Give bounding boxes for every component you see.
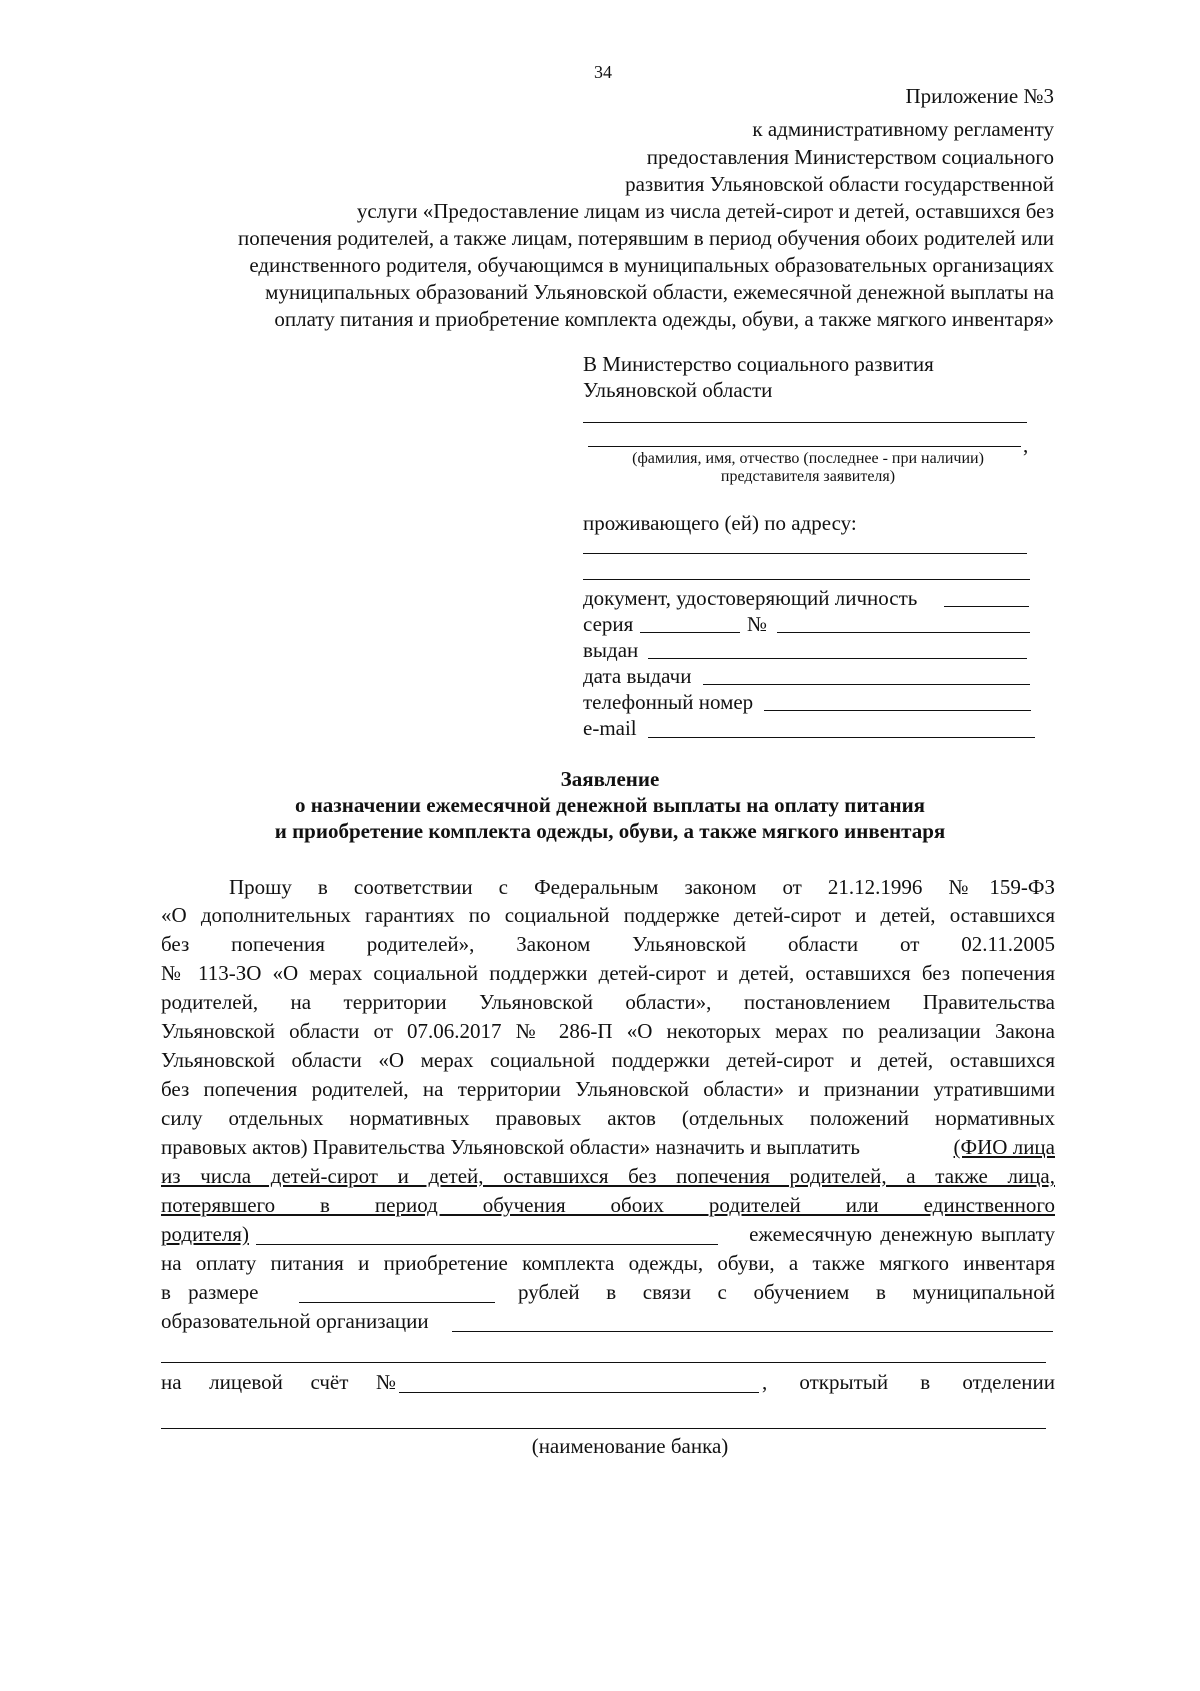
body-line: силу отдельных нормативных правовых актов (отдельных положений нормативных xyxy=(161,1106,1055,1130)
appendix-line: развития Ульяновской области государственной xyxy=(625,172,1054,196)
body-line: Прошу в соответствии с Федеральным законом от 21.12.1996 №159-ФЗ xyxy=(229,875,1055,899)
body-line: Ульяновской области «О мерах социальной поддержки детей-сирот и детей, оставшихся xyxy=(161,1048,1055,1072)
appendix-line: оплату питания и приобретение комплекта одежды, обуви, а также мягкого инвентаря» xyxy=(274,307,1054,331)
body-line-underlined: из числа детей-сирот и детей, оставшихся без попечения родителей, а также лица, xyxy=(161,1164,1055,1188)
appendix-line: попечения родителей, а также лицам, потерявшим в период обучения обоих родителей или xyxy=(238,226,1054,250)
statement-title: Заявление xyxy=(560,767,660,791)
page-number: 34 xyxy=(594,62,612,82)
number-blank xyxy=(777,632,1030,633)
series-label: серия xyxy=(583,612,634,636)
org-blank-2 xyxy=(161,1362,1046,1363)
body-line: № 113-ЗО «О мерах социальной поддержки детей-сирот и детей, оставшихся без попечения xyxy=(161,961,1055,985)
bank-caption: (наименование банка) xyxy=(531,1434,729,1458)
body-line: «О дополнительных гарантиях по социальной поддержке детей-сирот и детей, оставшихся xyxy=(161,903,1055,927)
fio-blank-1 xyxy=(583,422,1027,423)
appendix-line: муниципальных образований Ульяновской области, ежемесячной денежной выплаты на xyxy=(265,280,1054,304)
number-label: № xyxy=(747,612,768,636)
fio-caption-2: представителя заявителя) xyxy=(720,468,896,485)
appendix-line: услуги «Предоставление лицам из числа детей-сирот и детей, оставшихся без xyxy=(356,199,1054,223)
body-line: на оплату питания и приобретение комплекта одежды, обуви, а также мягкого инвентаря xyxy=(161,1251,1055,1275)
fio-blank-2 xyxy=(588,446,1021,447)
statement-subtitle-2: и приобретение комплекта одежды, обуви, а также мягкого инвентаря xyxy=(274,819,946,843)
appendix-line: предоставления Министерством социального xyxy=(646,145,1054,169)
fio-comma: , xyxy=(1023,433,1029,457)
address-blank-1 xyxy=(583,553,1027,554)
address-blank-2 xyxy=(583,579,1030,580)
amount-blank xyxy=(299,1302,495,1303)
issue-date-blank xyxy=(703,684,1030,685)
bank-blank xyxy=(161,1428,1046,1429)
id-doc-label: документ, удостоверяющий личность xyxy=(583,586,918,610)
body-line: правовых актов) Правительства Ульяновской области» назначить и выплатить xyxy=(161,1135,861,1159)
account-tail: , открытый в отделении xyxy=(762,1370,1055,1394)
body-line: родителей, на территории Ульяновской области», постановлением Правительства xyxy=(161,990,1055,1014)
fio-inline: (ФИО лица xyxy=(953,1135,1055,1159)
phone-label: телефонный номер xyxy=(583,690,754,714)
appendix-line: единственного родителя, обучающимся в муниципальных образовательных организациях xyxy=(249,253,1054,277)
addressee-line-2: Ульяновской области xyxy=(583,378,773,402)
email-blank xyxy=(648,737,1035,738)
phone-blank xyxy=(764,710,1031,711)
id-doc-blank xyxy=(944,606,1029,607)
issued-blank xyxy=(648,658,1027,659)
account-label: на лицевой счёт № xyxy=(161,1370,396,1394)
fio-caption-1: (фамилия, имя, отчество (последнее - при наличии) xyxy=(632,450,984,467)
body-line: без попечения родителей, на территории Ульяновской области» и признании утратившими xyxy=(161,1077,1055,1101)
issue-date-label: дата выдачи xyxy=(583,664,692,688)
issued-label: выдан xyxy=(583,638,639,662)
org-blank-1 xyxy=(452,1331,1053,1332)
series-blank xyxy=(640,632,740,633)
statement-subtitle-1: о назначении ежемесячной денежной выплаты на оплату питания xyxy=(294,793,926,817)
appendix-title: Приложение №3 xyxy=(905,84,1054,108)
amount-tail: рублей в связи с обучением в муниципальной xyxy=(518,1280,1055,1304)
parent-end: родителя) xyxy=(161,1222,249,1246)
account-blank xyxy=(399,1392,759,1393)
recipient-fio-blank xyxy=(256,1244,718,1245)
email-label: e-mail xyxy=(583,716,637,740)
body-line: Ульяновской области от 07.06.2017 № 286-П «О некоторых мерах по реализации Закона xyxy=(161,1019,1055,1043)
monthly-payment-text: ежемесячную денежную выплату xyxy=(749,1222,1055,1246)
addressee-line-1: В Министерство социального развития xyxy=(583,352,934,376)
body-line-underlined: потерявшего в период обучения обоих родителей или единственного xyxy=(161,1193,1055,1217)
appendix-line: к административному регламенту xyxy=(752,117,1054,141)
org-label: образовательной организации xyxy=(161,1309,429,1333)
residing-label: проживающего (ей) по адресу: xyxy=(583,511,857,535)
body-line: без попечения родителей», Законом Ульяновской области от 02.11.2005 xyxy=(161,932,1055,956)
amount-label: в размере xyxy=(161,1280,259,1304)
